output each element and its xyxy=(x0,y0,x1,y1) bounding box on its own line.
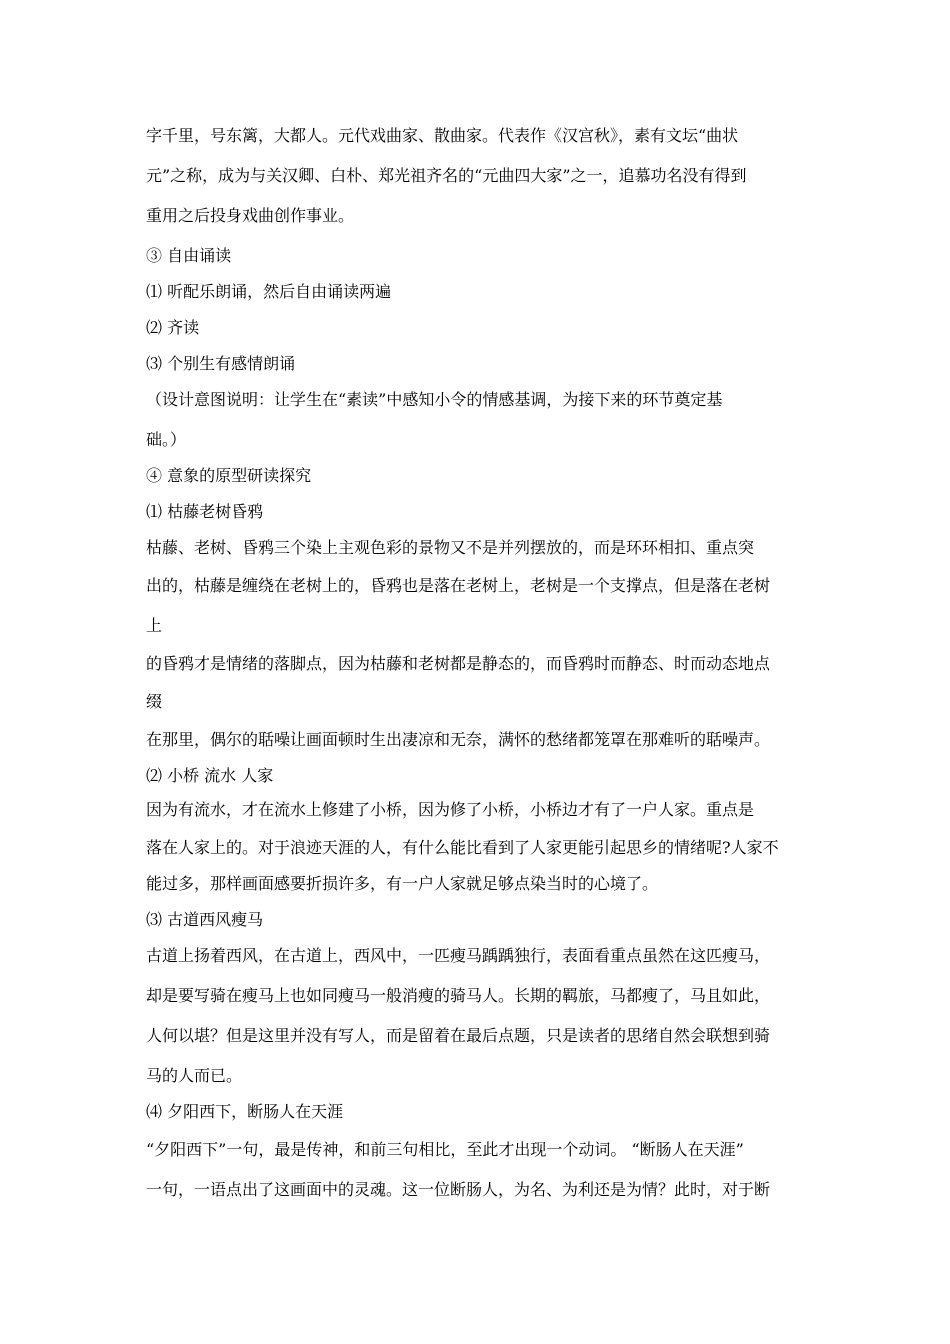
text-line: 因为有流水，才在流水上修建了小桥，因为修了小桥，小桥边才有了一户人家。重点是 xyxy=(146,800,755,819)
design-note: （设计意图说明：让学生在“素读”中感知小令的情感基调，为接下来的环节奠定基 xyxy=(146,390,723,409)
text-line: 的昏鸦才是情绪的落脚点，因为枯藤和老树都是静态的，而昏鸦时而静态、时而动态地点 xyxy=(146,654,771,673)
text-line: 一句，一语点出了这画面中的灵魂。这一位断肠人，为名、为利还是为情？此时，对于断 xyxy=(146,1180,771,1199)
text-line: 能过多，那样画面感要折损许多，有一户人家就足够点染当时的心境了。 xyxy=(146,874,659,893)
list-item: ⑶ 个别生有感情朗诵 xyxy=(146,354,296,373)
subsection-heading: ⑶ 古道西风瘦马 xyxy=(146,910,264,929)
section-heading: ③ 自由诵读 xyxy=(146,246,232,265)
text-line: 字千里，号东篱，大都人。元代戏曲家、散曲家。代表作《汉宫秋》，素有文坛“曲状 xyxy=(146,126,739,145)
design-note: 础。） xyxy=(146,430,187,449)
subsection-heading: ⑵ 小桥 流水 人家 xyxy=(146,766,274,785)
text-line: 却是要写骑在瘦马上也如同瘦马一般消瘦的骑马人。长期的羁旅，马都瘦了，马且如此， xyxy=(146,986,771,1005)
text-line: “夕阳西下”一句，最是传神，和前三句相比，至此才出现一个动词。 “断肠人在天涯” xyxy=(146,1140,744,1159)
subsection-heading: ⑴ 枯藤老树昏鸦 xyxy=(146,502,264,521)
text-line: 马的人而已。 xyxy=(146,1066,243,1085)
section-heading: ④ 意象的原型研读探究 xyxy=(146,466,312,485)
text-line: 枯藤、老树、昏鸦三个染上主观色彩的景物又不是并列摆放的，而是环环相扣、重点突 xyxy=(146,538,755,557)
text-line: 元”之称，成为与关汉卿、白朴、郑光祖齐名的“元曲四大家”之一，追慕功名没有得到 xyxy=(146,166,747,185)
text-line: 上 xyxy=(146,616,163,635)
list-item: ⑵ 齐读 xyxy=(146,318,200,337)
list-item: ⑴ 听配乐朗诵，然后自由诵读两遍 xyxy=(146,282,392,301)
text-line: 古道上扬着西风，在古道上，西风中，一匹瘦马踽踽独行，表面看重点虽然在这匹瘦马， xyxy=(146,946,771,965)
text-line: 缀 xyxy=(146,692,163,711)
text-line: 落在人家上的。对于浪迹天涯的人，有什么能比看到了人家更能引起思乡的情绪呢?人家不 xyxy=(146,838,779,857)
subsection-heading: ⑷ 夕阳西下，断肠人在天涯 xyxy=(146,1102,344,1121)
text-line: 重用之后投身戏曲创作事业。 xyxy=(146,206,355,225)
text-line: 在那里，偶尔的聒噪让画面顿时生出凄凉和无奈，满怀的愁绪都笼罩在那难听的聒噪声。 xyxy=(146,730,771,749)
text-line: 人何以堪？但是这里并没有写人，而是留着在最后点题，只是读者的思绪自然会联想到骑 xyxy=(146,1026,771,1045)
text-line: 出的，枯藤是缠绕在老树上的，昏鸦也是落在老树上，老树是一个支撑点，但是落在老树 xyxy=(146,576,771,595)
